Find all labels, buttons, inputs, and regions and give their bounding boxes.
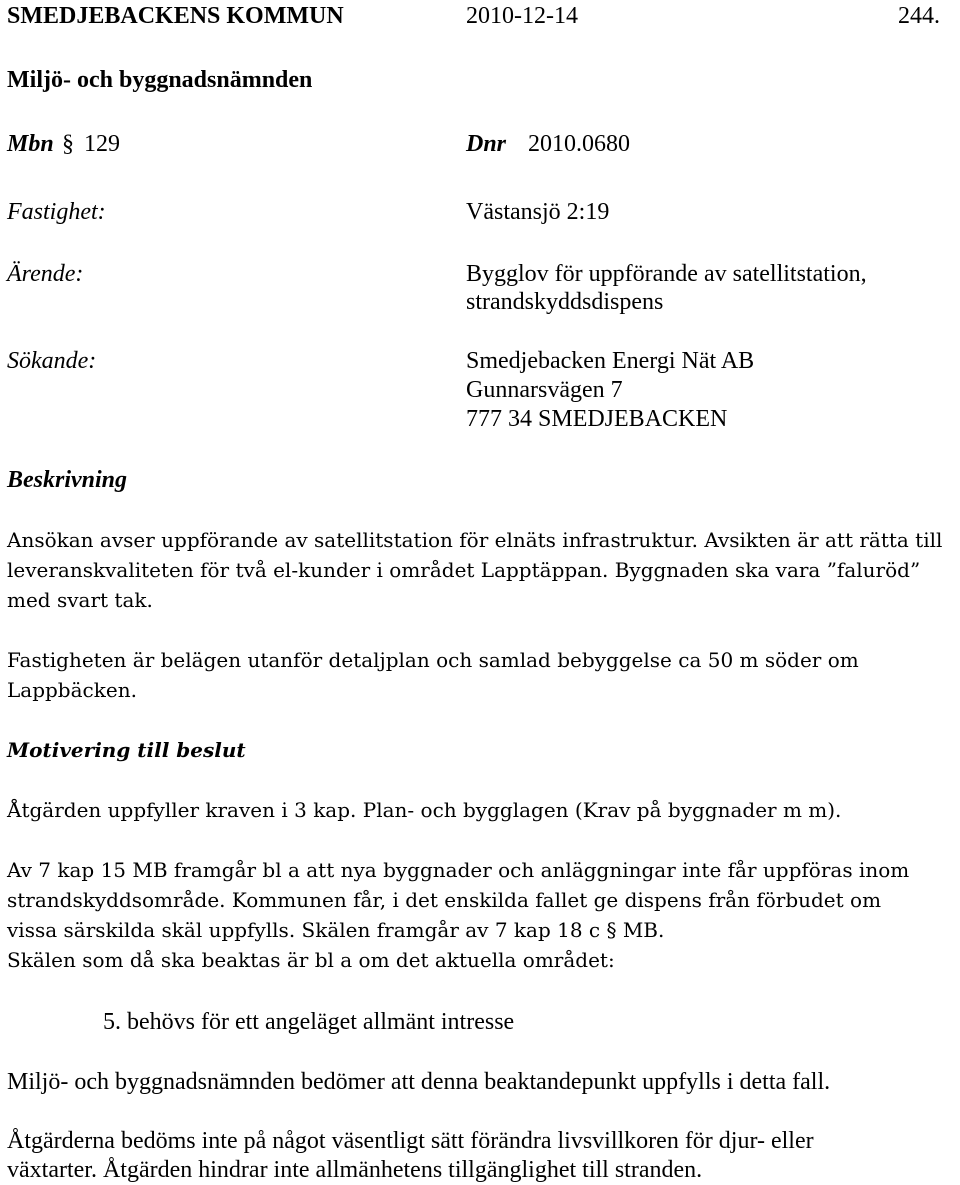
skal-line: Skälen som då ska beaktas är bl a om det aktuella området: [7, 948, 615, 972]
reason-item: 5. behövs för ett angeläget allmänt intresse [103, 1009, 515, 1035]
final-line: Åtgärderna bedöms inte på något väsentligt sätt förändra livsvillkoren för djur- eller [7, 1128, 814, 1154]
dnr-label: Dnr [466, 131, 507, 157]
beskrivning-line: Ansökan avser uppförande av satellitstation för elnäts infrastruktur. Avsikten är att rätta till [7, 528, 943, 552]
arende-value-line: Bygglov för uppförande av satellitstation, [466, 261, 867, 287]
assessment-paragraph: Miljö- och byggnadsnämnden bedömer att denna beaktandepunkt uppfylls i detta fall. [7, 1069, 831, 1095]
meeting-date: 2010-12-14 [466, 3, 578, 29]
section-sign-icon: § [62, 131, 74, 157]
sokande-postal: 777 34 SMEDJEBACKEN [466, 406, 728, 432]
arende-value-line: strandskyddsdispens [466, 289, 664, 315]
mbn-number: 129 [84, 131, 120, 157]
beskrivning-line: Fastigheten är belägen utanför detaljplan och samlad bebyggelse ca 50 m söder om [7, 648, 859, 672]
arende-label: Ärende: [7, 261, 84, 287]
committee-name: Miljö- och byggnadsnämnden [7, 67, 313, 93]
motivering-paragraph: Åtgärden uppfyller kraven i 3 kap. Plan- och bygglagen (Krav på byggnader m m). [7, 798, 842, 822]
fastighet-value: Västansjö 2:19 [466, 199, 610, 225]
fastighet-label: Fastighet: [7, 199, 106, 225]
motivering-heading: Motivering till beslut [7, 738, 246, 762]
beskrivning-line: med svart tak. [7, 588, 153, 612]
beskrivning-line: leveranskvaliteten för två el-kunder i området Lapptäppan. Byggnaden ska vara ”faluröd” [7, 558, 921, 582]
beskrivning-line: Lappbäcken. [7, 678, 137, 702]
motivering-line: vissa särskilda skäl uppfylls. Skälen framgår av 7 kap 18 c § MB. [7, 918, 665, 942]
sokande-label: Sökande: [7, 348, 97, 374]
sokande-name: Smedjebacken Energi Nät AB [466, 348, 755, 374]
municipality-name: SMEDJEBACKENS KOMMUN [7, 3, 344, 29]
motivering-line: Av 7 kap 15 MB framgår bl a att nya byggnader och anläggningar inte får uppföras inom [7, 858, 910, 882]
sokande-street: Gunnarsvägen 7 [466, 377, 623, 403]
dnr-number: 2010.0680 [528, 131, 630, 157]
motivering-line: strandskyddsområde. Kommunen får, i det enskilda fallet ge dispens från förbudet om [7, 888, 882, 912]
final-line: växtarter. Åtgärden hindrar inte allmänhetens tillgänglighet till stranden. [7, 1157, 703, 1183]
beskrivning-heading: Beskrivning [7, 467, 128, 493]
mbn-label: Mbn [7, 131, 54, 157]
page-number: 244. [898, 3, 940, 29]
